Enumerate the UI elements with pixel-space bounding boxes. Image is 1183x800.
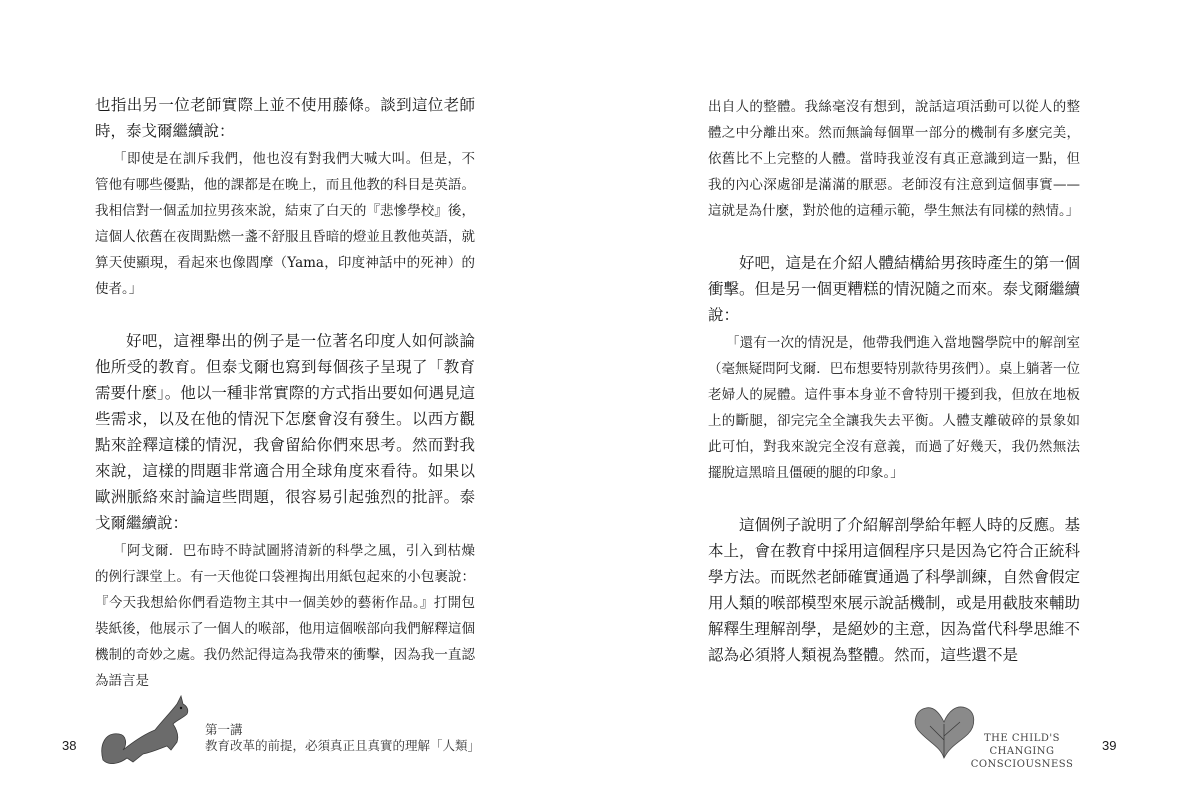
footer-chapter [205,722,480,754]
left-page [0,0,591,800]
chapter-subtitle: 教育改革的前提，必須真正且真實的理解「人類」 [205,738,481,753]
paragraph: 好吧，這裡舉出的例子是一位著名印度人如何談論他所受的教育。但泰戈爾也寫到每個孩子呈現了「教育需要什麼」。他以一種非常實際的方式指出要如何遇見這些需求，以及在他的情況下怎麼會沒有發生。以西方觀點來詮釋這樣的情況，我會留給你們來思考。然而對我來說，這樣的問題非常適合用全球角度來看待。如果以歐洲脈絡來討論這些問題，很容易引起強烈的批評。泰戈爾繼續說： [95,332,475,532]
page-number: 39 [1102,738,1117,753]
left-text-column [95,92,475,694]
running-head-line1: THE CHILD'S CHANGING [984,733,1060,757]
paragraph: 這個例子說明了介紹解剖學給年輕人時的反應。基本上，會在教育中採用這個程序只是因為它符合正統科學方法。而既然老師確實通過了科學訓練，自然會假定用人類的喉部模型來展示說話機制，或是用截肢來輔助解釋生理解剖學，是絕妙的主意，因為當代科學思維不認為必須將人類視為整體。然而，這些還不是 [708,516,1081,664]
squirrel-illustration [97,690,197,770]
paragraph: 好吧，這是在介紹人體結構給男孩時產生的第一個衝擊。但是另一個更糟糕的情況隨之而來。泰戈爾繼續說： [708,254,1081,324]
quote-block: 「阿戈爾．巴布時不時試圖將清新的科學之風，引入到枯燥的例行課堂上。有一天他從口袋裡掏出用紙包起來的小包裹說：『今天我想給你們看造物主其中一個美妙的藝術作品。』打開包裝紙後，他展示了一個人的喉部，他用這個喉部向我們解釋這個機制的奇妙之處。我仍然記得這為我帶來的衝擊，因為我一直認為語言是 [95,543,475,689]
quote-block: 「還有一次的情況是，他帶我們進入當地醫學院中的解剖室（毫無疑問阿戈爾．巴布想要特別款待男孩們）。桌上躺著一位老婦人的屍體。這件事本身並不會特別干擾到我，但放在地板上的斷腿，卻完完全全讓我失去平衡。人體支離破碎的景象如此可怕，對我來說完全沒有意義，而過了好幾天，我仍然無法擺脫這黑暗且僵硬的腿的印象。」 [708,335,1080,481]
right-page [592,0,1183,800]
paragraph: 也指出另一位老師實際上並不使用藤條。談到這位老師時，泰戈爾繼續說： [95,96,475,140]
running-head-line2: CONSCIOUSNESS [970,759,1074,770]
page-number: 38 [62,738,77,753]
running-head [962,732,1082,771]
quote-block: 「即使是在訓斥我們，他也沒有對我們大喊大叫。但是，不管他有哪些優點，他的課都是在晚上，而且他教的科目是英語。我相信對一個孟加拉男孩來說，結束了白天的『悲慘學校』後，這個人依舊在夜間點燃一盞不舒服且昏暗的燈並且教他英語，就算天使顯現，看起來也像閻摩（Yama，印度神話中的死神）的使者。」 [95,151,475,297]
quote-block: 出自人的整體。我絲毫沒有想到，說話這項活動可以從人的整體之中分離出來。然而無論每個單一部分的機制有多麼完美，依舊比不上完整的人體。當時我並沒有真正意識到這一點，但我的內心深處卻是滿滿的厭惡。老師沒有注意到這個事實——這就是為什麼，對於他的這種示範，學生無法有同樣的熱情。」 [708,99,1080,219]
chapter-label: 第一講 [205,722,243,737]
right-text-column [708,92,1080,668]
